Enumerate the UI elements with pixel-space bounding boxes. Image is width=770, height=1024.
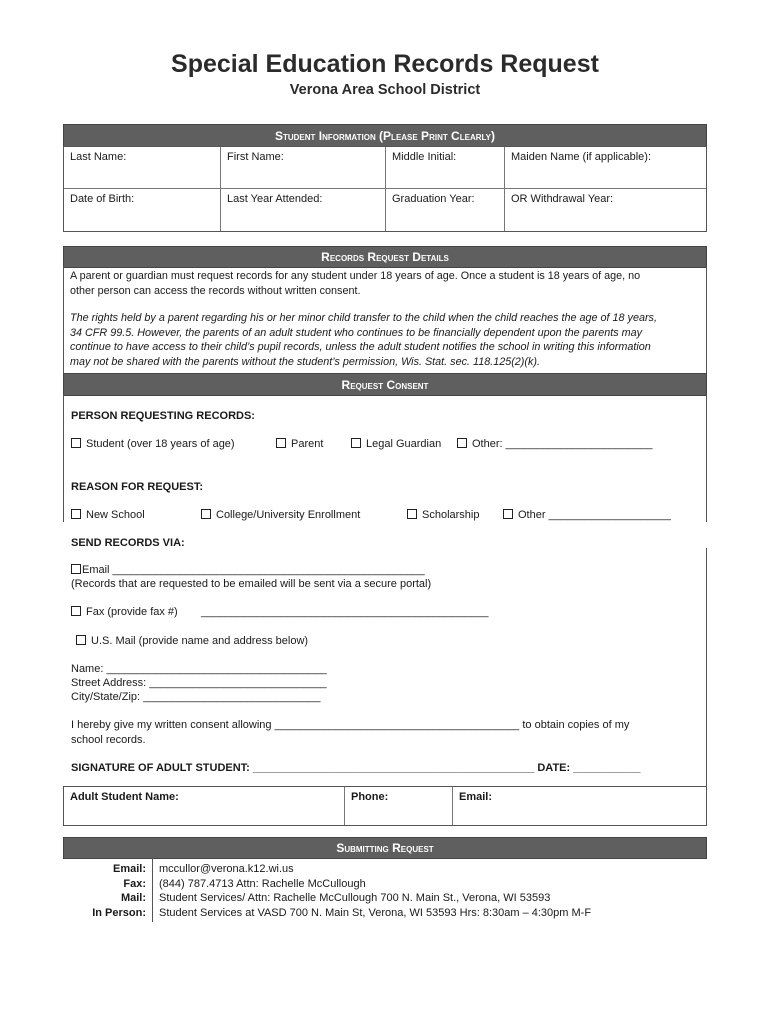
- other-person-checkbox[interactable]: [457, 438, 467, 448]
- reason-for-request-label: REASON FOR REQUEST:: [71, 481, 204, 493]
- option-other-reason[interactable]: Other ____________________: [503, 508, 671, 523]
- submitting-values: [159, 862, 591, 920]
- records-details-box: [63, 267, 707, 374]
- last-name-field[interactable]: Last Name:: [64, 147, 221, 189]
- consent-statement: I hereby give my written consent allowing ________________________________________ to obtain copies of my school records.: [71, 719, 630, 746]
- option-legal-guardian[interactable]: Legal Guardian: [351, 437, 441, 452]
- contact-email-field[interactable]: Email:: [459, 791, 493, 803]
- page-title: Special Education Records Request: [171, 50, 599, 78]
- submit-email-link[interactable]: mccullor@verona.k12.wi.us: [159, 863, 294, 875]
- records-details-legal-text: The rights held by a parent regarding his or her minor child transfer to the child when the child reaches the age of 18 years, 34 CFR 99.5. However, the parents of an adult student who continues to be financially dependent upon the parents may continue to have access to their child’s pupil records, unless the adult student notifies the school in writing this information may not be shared with the parents without the student’s permission, Wis. Stat. sec. 118.125(2)(k).: [70, 312, 657, 368]
- email-note: (Records that are requested to be emailed will be sent via a secure portal): [71, 578, 432, 590]
- submitting-labels: Email: Fax: Mail: In Person:: [92, 863, 146, 919]
- college-enrollment-checkbox[interactable]: [201, 509, 211, 519]
- date-of-birth-field[interactable]: Date of Birth:: [64, 189, 221, 231]
- option-email[interactable]: Email ___________________________________________________: [71, 563, 425, 578]
- phone-field[interactable]: Phone:: [345, 787, 453, 825]
- page-subtitle: Verona Area School District: [289, 82, 481, 98]
- request-consent-heading: Request Consent: [63, 373, 707, 396]
- graduation-year-field[interactable]: Graduation Year:: [386, 189, 505, 231]
- option-student[interactable]: Student (over 18 years of age): [71, 437, 235, 452]
- consent-right-border-lower: [706, 548, 707, 786]
- option-fax[interactable]: Fax (provide fax #): [71, 605, 178, 620]
- fax-checkbox[interactable]: [71, 606, 81, 616]
- parent-checkbox[interactable]: [276, 438, 286, 448]
- option-parent[interactable]: Parent: [276, 437, 323, 452]
- mail-street-field[interactable]: Street Address: _____________________________: [71, 677, 327, 689]
- new-school-checkbox[interactable]: [71, 509, 81, 519]
- mail-name-field[interactable]: Name: ____________________________________: [71, 663, 327, 675]
- submitting-request-heading: Submitting Request: [63, 837, 707, 859]
- option-other-person[interactable]: Other: ________________________: [457, 437, 652, 452]
- legal-guardian-checkbox[interactable]: [351, 438, 361, 448]
- email-checkbox[interactable]: [71, 564, 81, 574]
- send-records-via-label: SEND RECORDS VIA:: [71, 537, 185, 549]
- submitting-divider: [152, 858, 153, 922]
- option-new-school[interactable]: New School: [71, 508, 145, 523]
- contact-table: [63, 786, 707, 826]
- first-name-field[interactable]: First Name:: [221, 147, 386, 189]
- mail-city-field[interactable]: City/State/Zip: _____________________________: [71, 691, 321, 703]
- maiden-name-field[interactable]: Maiden Name (if applicable):: [505, 147, 706, 189]
- student-checkbox[interactable]: [71, 438, 81, 448]
- records-details-text: A parent or guardian must request records for any student under 18 years of age. Once a student is 18 years of age, no other person can access the records without written consent.: [70, 270, 641, 297]
- adult-student-name-field[interactable]: Adult Student Name:: [64, 787, 345, 825]
- submit-fax: (844) 787.4713 Attn: Rachelle McCullough: [159, 877, 366, 890]
- option-us-mail[interactable]: U.S. Mail (provide name and address below): [76, 634, 308, 649]
- last-year-attended-field[interactable]: Last Year Attended:: [221, 189, 386, 231]
- option-scholarship[interactable]: Scholarship: [407, 508, 479, 523]
- submit-in-person: Student Services at VASD 700 N. Main St, Verona, WI 53593 Hrs: 8:30am – 4:30pm M-F: [159, 906, 592, 919]
- scholarship-checkbox[interactable]: [407, 509, 417, 519]
- other-reason-checkbox[interactable]: [503, 509, 513, 519]
- student-info-table: [63, 146, 707, 232]
- person-requesting-label: PERSON REQUESTING RECORDS:: [71, 410, 255, 422]
- option-college-enrollment[interactable]: College/University Enrollment: [201, 508, 360, 523]
- records-details-heading: Records Request Details: [63, 246, 707, 268]
- student-info-heading: Student Information (Please Print Clearly): [63, 124, 707, 147]
- submitting-table: [63, 858, 707, 922]
- consent-right-border: [706, 395, 707, 522]
- submit-mail: Student Services/ Attn: Rachelle McCullough 700 N. Main St., Verona, WI 53593: [159, 892, 551, 904]
- middle-initial-field[interactable]: Middle Initial:: [386, 147, 505, 189]
- fax-number-field[interactable]: _______________________________________________: [201, 606, 489, 618]
- consent-left-border: [63, 395, 64, 522]
- us-mail-checkbox[interactable]: [76, 635, 86, 645]
- signature-line[interactable]: SIGNATURE OF ADULT STUDENT: ______________________________________________ DATE: ___________: [71, 762, 641, 774]
- withdrawal-year-field[interactable]: OR Withdrawal Year:: [511, 193, 614, 205]
